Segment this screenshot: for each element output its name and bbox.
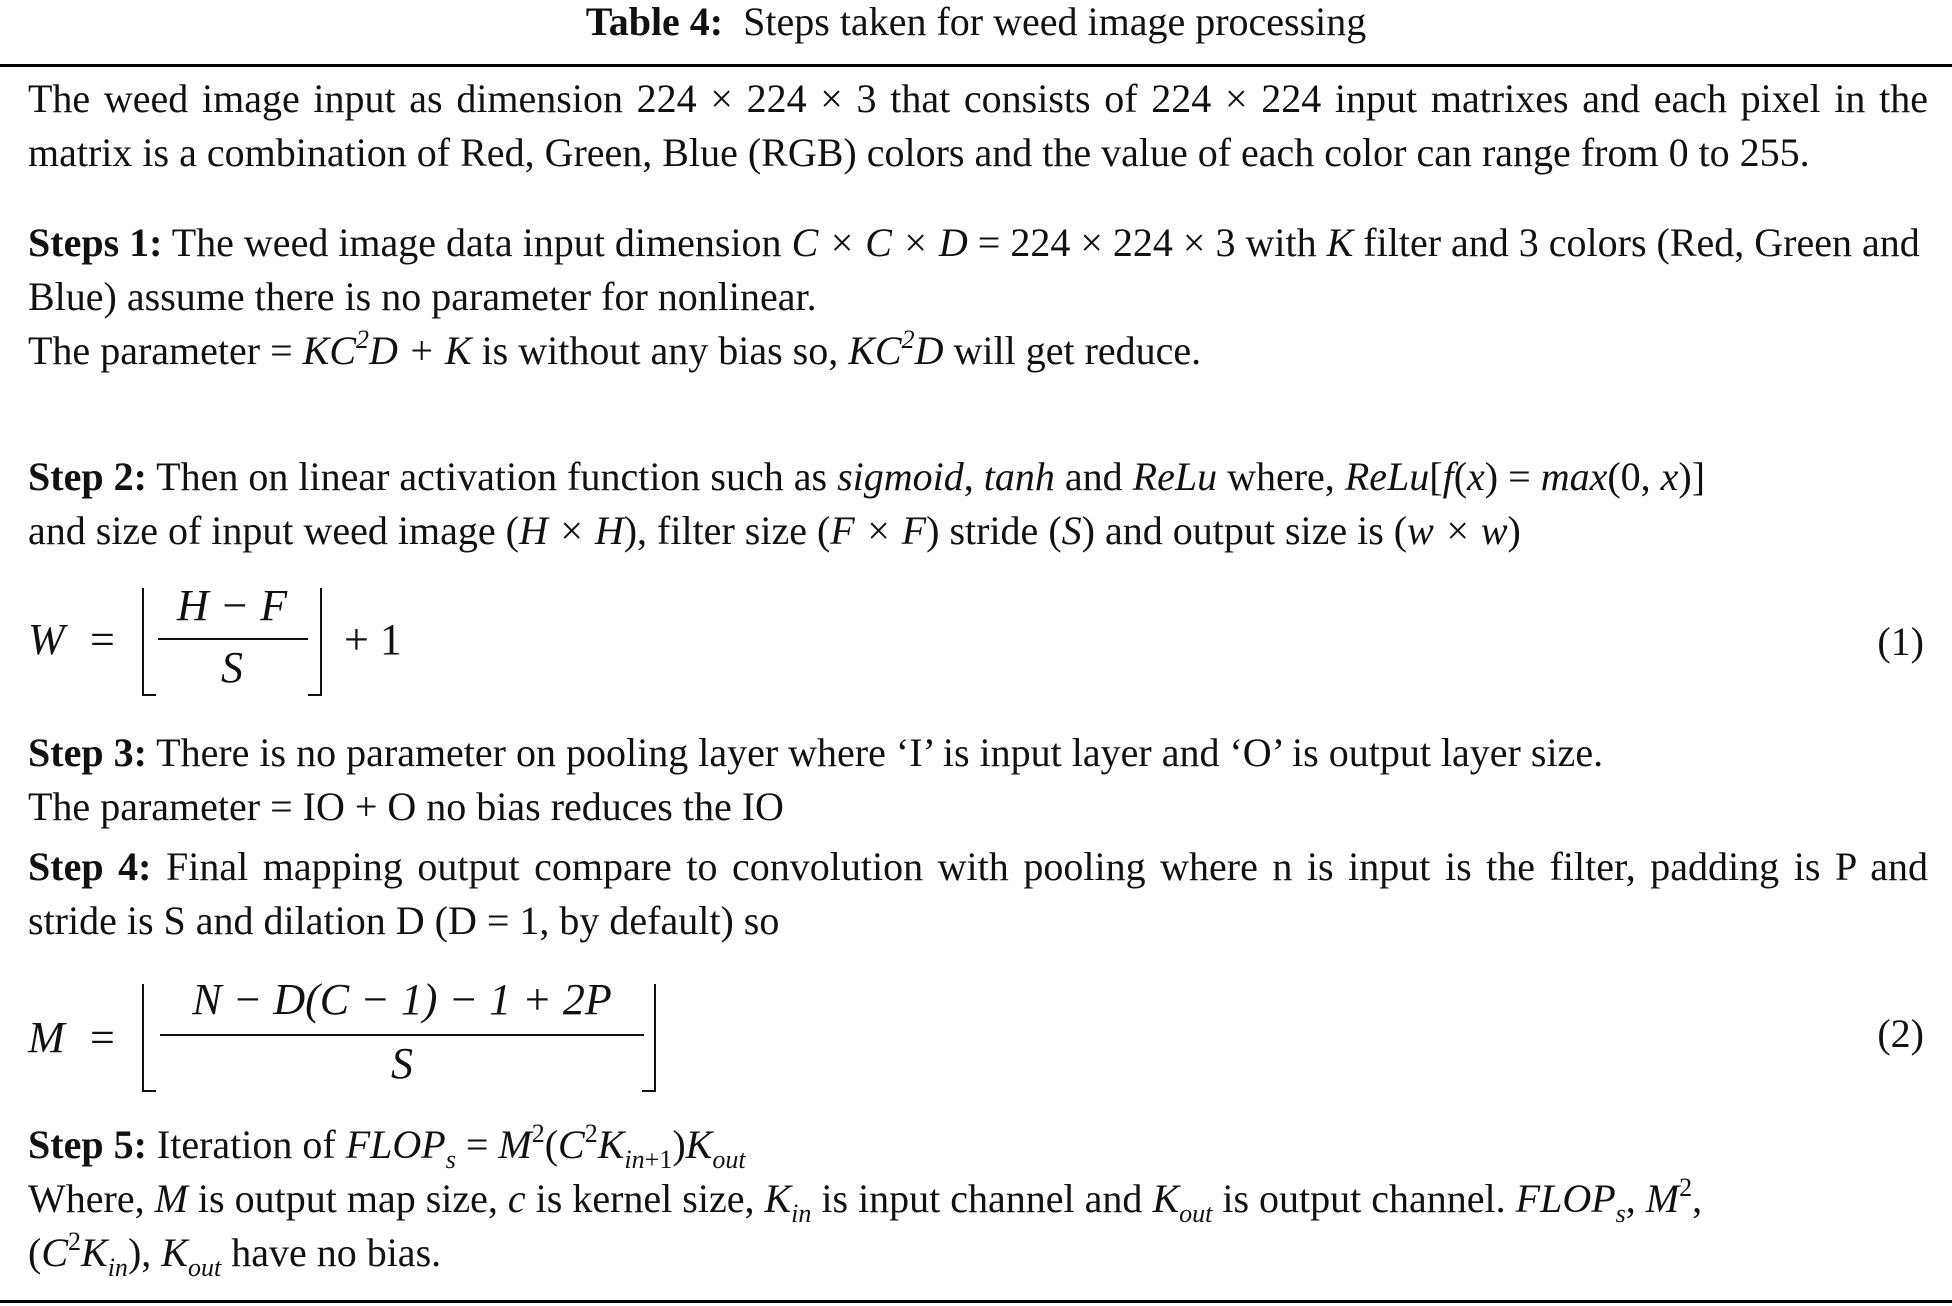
eq2-floor-right (654, 984, 656, 1092)
step-2-and: and (1064, 454, 1123, 499)
step-2-wxw: w × w (1407, 508, 1508, 553)
step-2-label: Step 2: (28, 454, 147, 499)
equation-2 (28, 974, 728, 1094)
step-1-text-post: filter and 3 colors (Red, Green and Blue) assume there is no parameter for nonlinear. (28, 220, 1920, 319)
step-2-text-c: ), filter size ( (623, 508, 831, 553)
eq2-lhs: M (28, 1013, 65, 1062)
step-3-line-b: The parameter = IO + O no bias reduces the IO (28, 784, 784, 829)
step-1-text: The weed image data input dimension (171, 220, 782, 265)
step-5-line-a: Iteration of (156, 1122, 336, 1167)
step-2-relu: ReLu (1132, 454, 1218, 499)
bottom-rule (0, 1300, 1952, 1303)
step-2-text-d: ) stride ( (926, 508, 1062, 553)
step-3-label: Step 3: (28, 730, 147, 775)
step-1-expr: C × C × D (791, 220, 968, 265)
step-5-kout: $K_{out}$ (1152, 1176, 1213, 1228)
step-5-kout-desc: is output channel. (1222, 1176, 1506, 1221)
eq2-numerator: N − D(C − 1) − 1 + 2P (192, 975, 612, 1024)
step-1-text-mid: = 224 × 224 × 3 with (977, 220, 1317, 265)
eq2-floor-left (142, 984, 144, 1092)
eq2-denominator: S (391, 1039, 413, 1088)
eq2-floor-right-foot (642, 1090, 656, 1092)
step-5-kin-desc: is input channel and (821, 1176, 1143, 1221)
step-2-hxh: H × H (518, 508, 624, 553)
eq2-fraction-bar (160, 1034, 644, 1036)
intro-paragraph: The weed image input as dimension 224 × 224 × 3 that consists of 224 × 224 input matrixes and each pixel in the matrix is a combination of Red, Green, Blue (RGB) colors and the value of each color can range from 0 to 255. (28, 76, 1928, 175)
step-4-label: Step 4: (28, 844, 152, 889)
step-5-m-desc: is output map size, (197, 1176, 498, 1221)
step-2-where: where, (1227, 454, 1335, 499)
step-2-text-b: and size of input weed image ( (28, 508, 519, 553)
step-1-param-mid: is without any bias so, (481, 328, 839, 373)
step-2-text-f: ) (1507, 508, 1521, 553)
step-1-formula: $KC^2D + K$ (302, 325, 472, 373)
eq1-lhs: W (28, 615, 65, 664)
step-5-tail: have no bias. (231, 1230, 442, 1275)
step-5-terms: $FLOP_s$, $M^2$, (1515, 1173, 1703, 1228)
step-2-text: Then on linear activation function such as (156, 454, 828, 499)
table-caption (0, 0, 1952, 44)
equation-1 (28, 580, 628, 700)
step-5-kin: $K_{in}$ (764, 1176, 812, 1228)
caption-title: Steps taken for weed image processing (743, 0, 1367, 44)
eq1-floor-right-foot (308, 694, 322, 696)
step-4 (28, 840, 1928, 948)
eq1-tail: + 1 (344, 615, 402, 664)
step-2-relu-def: ReLu[f(x) = max(0, x)] (1344, 454, 1706, 499)
step-2: Step 2: Then on linear activation function such as sigmoid, tanh and ReLu where, ReLu[f(x) = max(0, x)] and size of input weed image (H × H), filter size (F × F) stride (S) and output size is (w × w) (28, 454, 1706, 553)
step-1-param-post: will get reduce. (953, 328, 1202, 373)
step-1-k: K (1326, 220, 1354, 265)
eq1-floor-left (142, 588, 144, 696)
step-5-flops-formula: $FLOP_s = M^2(C^2K_{in+1})K_{out}$ (345, 1119, 746, 1174)
step-5-terms-2: $(C^2K_{in})$, $K_{out}$ (28, 1227, 222, 1282)
top-rule (0, 64, 1952, 67)
eq1-equals: = (90, 615, 115, 664)
eq1-floor-right (320, 588, 322, 696)
step-5 (28, 1118, 1928, 1280)
step-1-formula-2: $KC^2D$ (848, 325, 944, 373)
step-1-label: Steps 1: (28, 220, 163, 265)
step-2-sigmoid: sigmoid (837, 454, 964, 499)
eq2-floor-left-foot (142, 1090, 156, 1092)
eq1-numerator: H − F (176, 581, 288, 630)
caption-label: Table 4: (585, 0, 724, 44)
step-5-label: Step 5: (28, 1122, 147, 1167)
step-2-fxf: F × F (830, 508, 927, 553)
step-5-c: c (507, 1176, 526, 1221)
step-5-c-desc: is kernel size, (535, 1176, 755, 1221)
step-4-text: Final mapping output compare to convolution with pooling where n is input is the filter, padding is P and stride is S and dilation D (D = 1, by default) so (28, 844, 1929, 943)
eq1-floor-left-foot (142, 694, 156, 696)
eq1-denominator: S (221, 643, 243, 692)
step-3-line-a: There is no parameter on pooling layer where ‘I’ is input layer and ‘O’ is output layer size. (156, 730, 1604, 775)
eq1-number: (1) (1877, 619, 1924, 664)
step-5-where: Where, (28, 1176, 145, 1221)
step-5-m: M (154, 1176, 188, 1221)
step-1-param: The parameter = (28, 328, 293, 373)
step-2-s: S (1061, 508, 1082, 553)
eq1-fraction-bar (158, 638, 308, 640)
eq2-number: (2) (1877, 1011, 1924, 1056)
step-3 (28, 726, 1928, 834)
step-1 (28, 216, 1928, 378)
eq2-equals: = (90, 1013, 115, 1062)
step-2-text-e: ) and output size is ( (1081, 508, 1408, 553)
step-2-tanh: tanh (983, 454, 1055, 499)
